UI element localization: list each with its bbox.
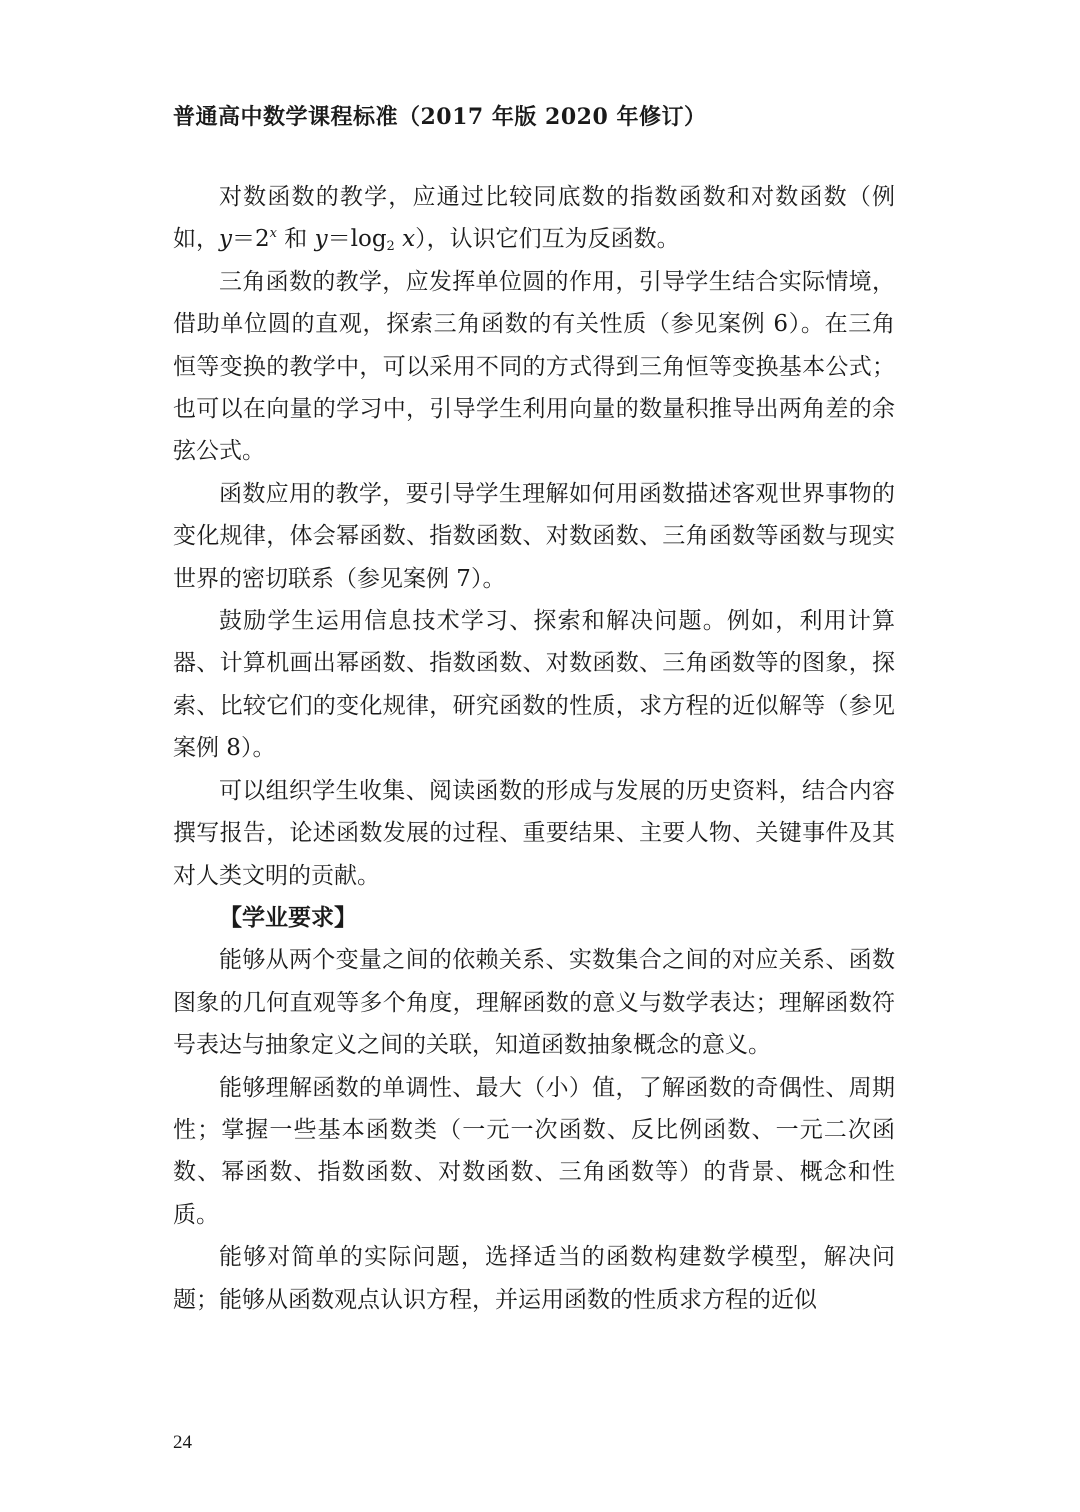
paragraph-function-application: 函数应用的教学，要引导学生理解如何用函数描述客观世界事物的变化规律，体会幂函数、指数函数、对数函数、三角函数等函数与现实世界的密切联系（参见案例 7）。 — [173, 480, 895, 592]
section-heading: 【学业要求】 — [219, 904, 357, 931]
paragraph-log-function: 对数函数的教学，应通过比较同底数的指数函数和对数函数（例如，$y=2^x$ 和 $y=\log_2$ x），认识它们互为反函数。 — [173, 184, 895, 255]
running-header: 普通高中数学课程标准（2017 年版 2020 年修订） — [173, 104, 707, 130]
paragraph-requirement-3: 能够对简单的实际问题，选择适当的函数构建数学模型，解决问题；能够从函数观点认识方程，并运用函数的性质求方程的近似 — [173, 1244, 895, 1313]
paragraph-requirement-1: 能够从两个变量之间的依赖关系、实数集合之间的对应关系、函数图象的几何直观等多个角度，理解函数的意义与数学表达；理解函数符号表达与抽象定义之间的关联，知道函数抽象概念的意义。 — [173, 947, 895, 1059]
page-number: 24 — [173, 1432, 192, 1453]
main-content — [173, 176, 895, 1321]
paragraph-requirement-2: 能够理解函数的单调性、最大（小）值，了解函数的奇偶性、周期性；掌握一些基本函数类（一元一次函数、反比例函数、一元二次函数、幂函数、指数函数、对数函数、三角函数等）的背景、概念和性质。 — [173, 1074, 895, 1228]
paragraph-history: 可以组织学生收集、阅读函数的形成与发展的历史资料，结合内容撰写报告，论述函数发展的过程、重要结果、主要人物、关键事件及其对人类文明的贡献。 — [173, 777, 895, 889]
paragraph-trig-function: 三角函数的教学，应发挥单位圆的作用，引导学生结合实际情境，借助单位圆的直观，探索三角函数的有关性质（参见案例 6）。在三角恒等变换的教学中，可以采用不同的方式得到三角恒等变换基本公式；也可以在向量的学习中，引导学生利用向量的数量积推导出两角差的余弦公式。 — [173, 268, 895, 465]
paragraph-information-technology: 鼓励学生运用信息技术学习、探索和解决问题。例如，利用计算器、计算机画出幂函数、指数函数、对数函数、三角函数等的图象，探索、比较它们的变化规律，研究函数的性质，求方程的近似解等（参见案例 8）。 — [173, 608, 895, 762]
